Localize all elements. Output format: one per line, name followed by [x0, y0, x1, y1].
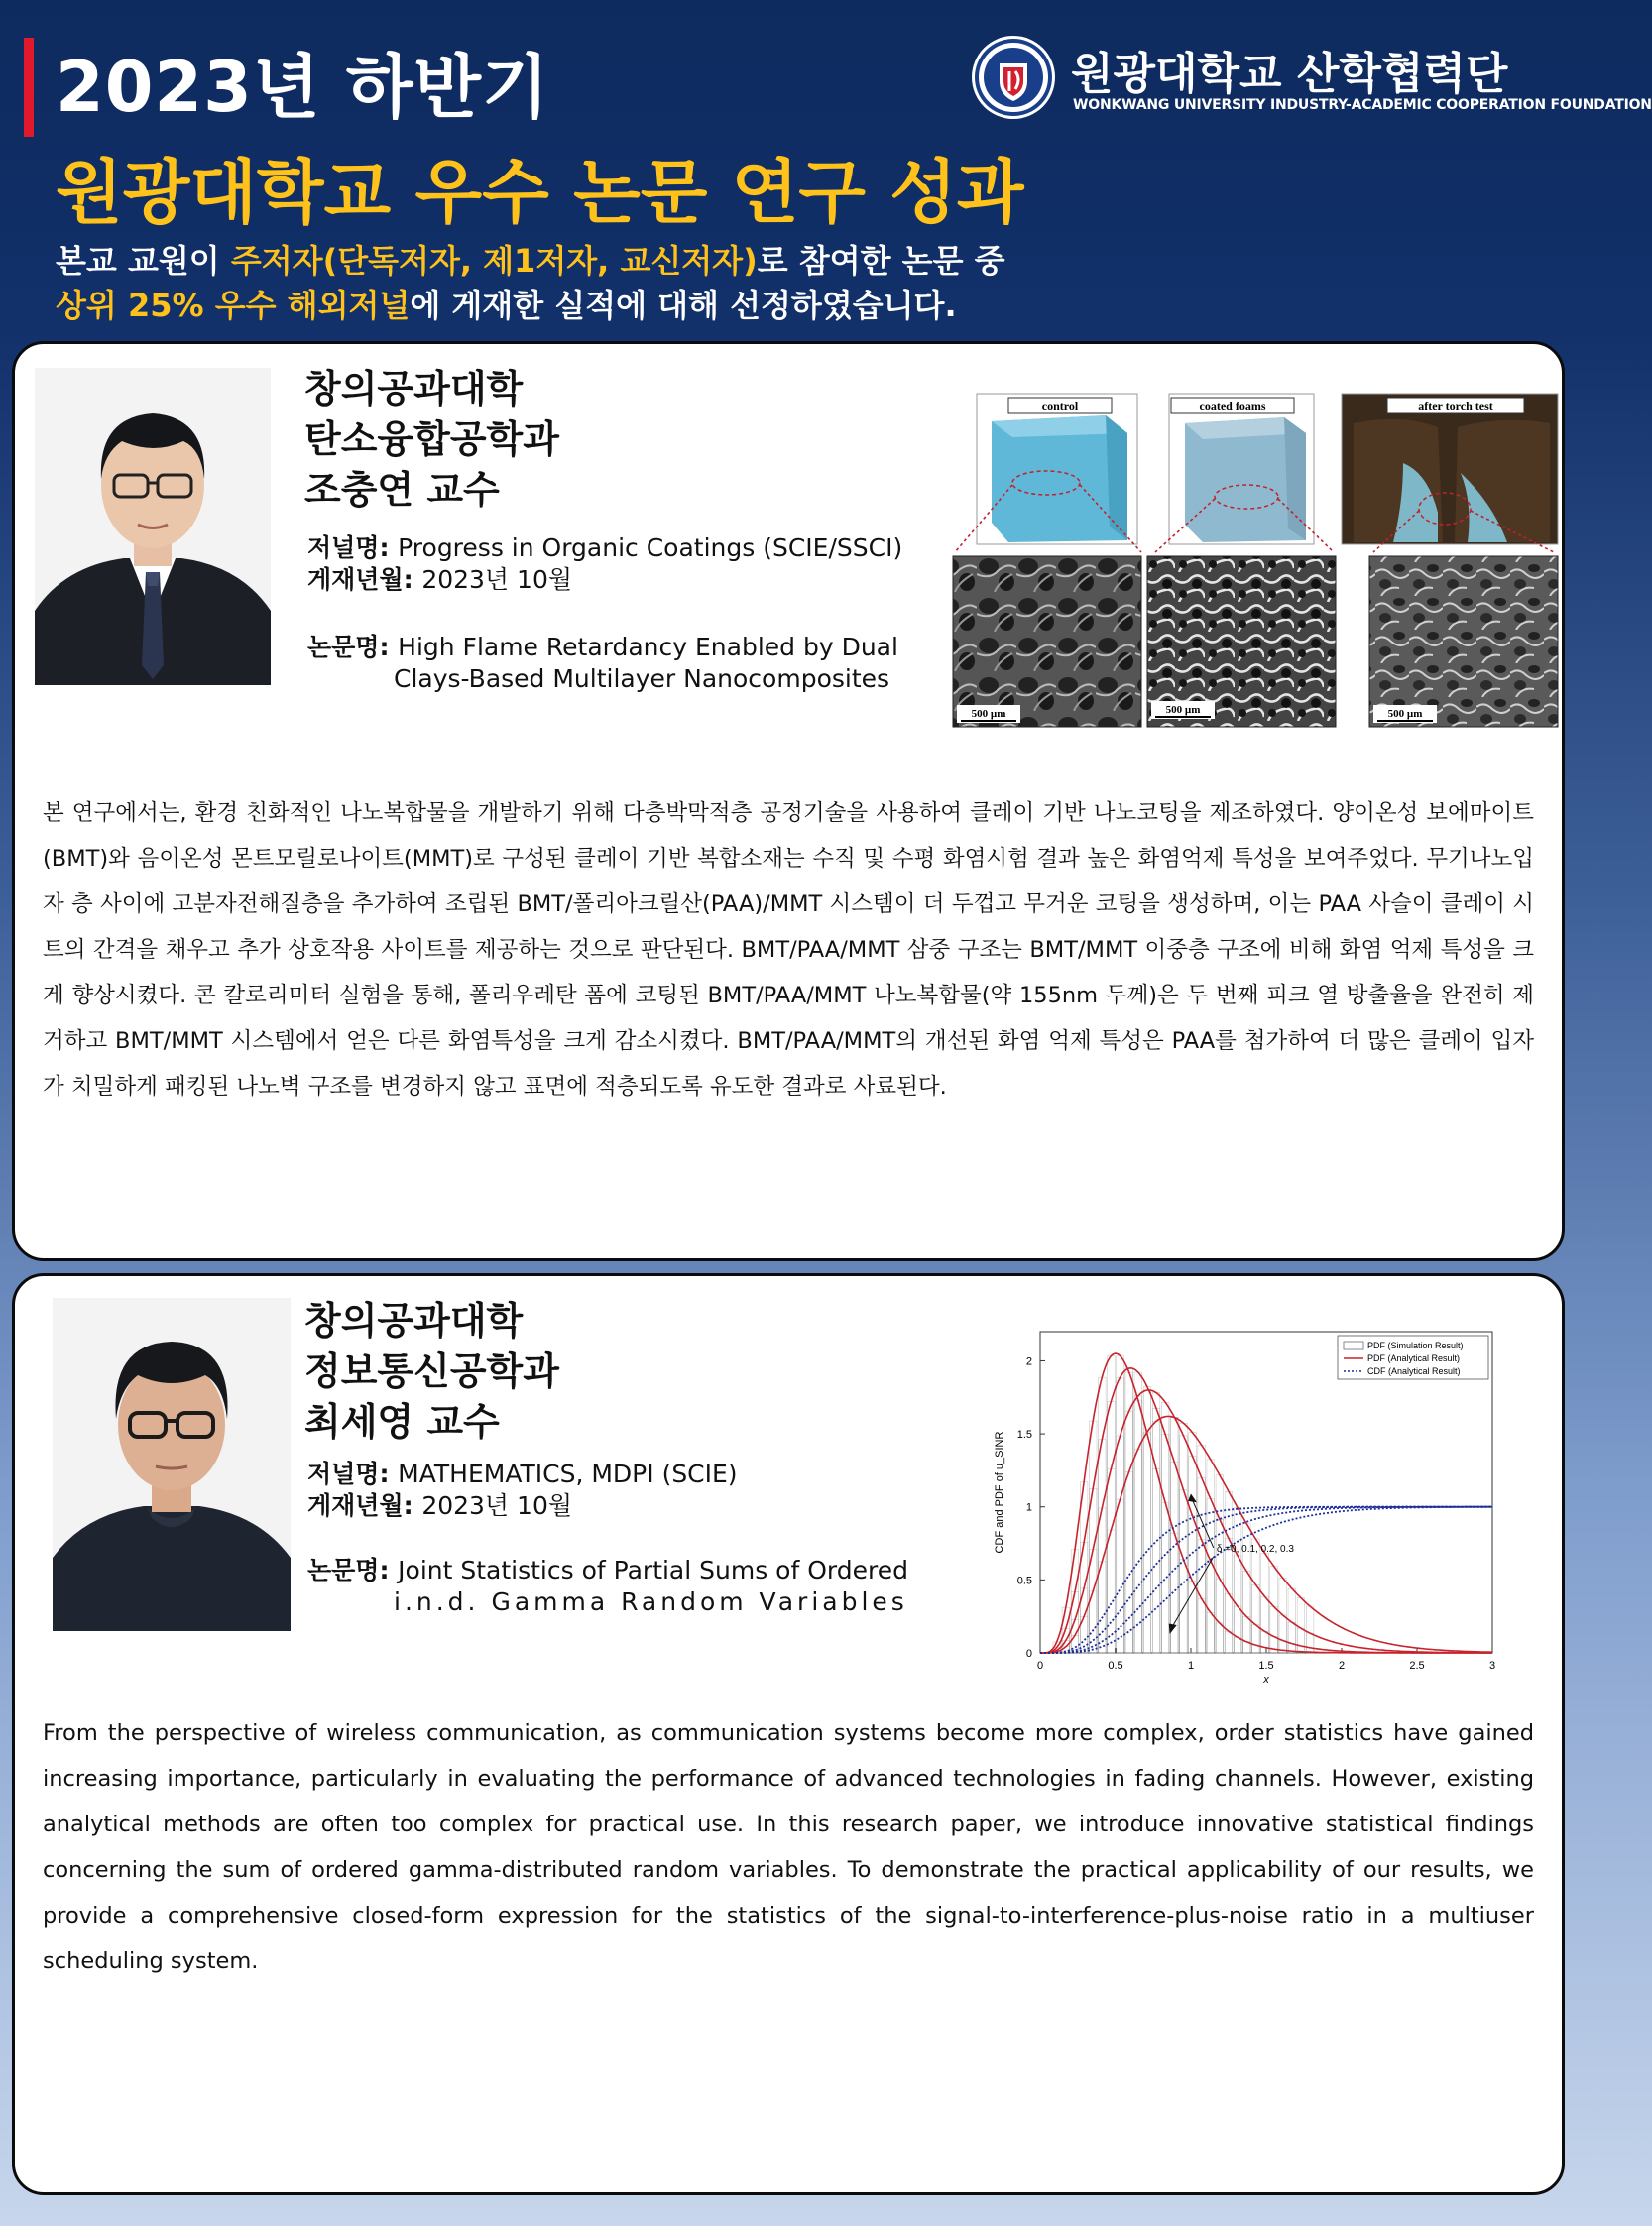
professor-name: 최세영 교수 [304, 1400, 500, 1444]
department-name: 정보통신공학과 [304, 1349, 559, 1393]
y-tick-label: 1.5 [1016, 1429, 1032, 1442]
journal-meta: 저널명: MATHEMATICS, MDPI (SCIE) 게재년월: 2023년 10월 [307, 1460, 738, 1520]
accent-bar [24, 38, 34, 137]
x-tick-label: 0 [1036, 1660, 1044, 1672]
poster-title-line1: 2023년 하반기 [56, 47, 550, 128]
legend-label: CDF (Analytical Result) [1367, 1366, 1461, 1376]
legend-label: PDF (Simulation Result) [1367, 1341, 1464, 1350]
scale-bar-label: 500 µm [971, 708, 1006, 720]
figure-label-after-torch-test: after torch test [1418, 399, 1493, 412]
college-name: 창의공과대학 [304, 367, 524, 410]
intro-line2: 상위 25% 우수 해외저널에 게재한 실적에 대해 선정하였습니다. [56, 287, 957, 324]
professor-photo [53, 1298, 291, 1631]
x-tick-label: 1.5 [1258, 1660, 1274, 1672]
professor-portrait-icon [53, 1298, 291, 1631]
paper-abstract: 본 연구에서는, 환경 친화적인 나노복합물을 개발하기 위해 다층박막적층 공정기술을 사용하여 클레이 기반 나노코팅을 제조하였다. 양이온성 보에마이트(BMT)와 음이온성 몬트모릴로나이트(MMT)로 구성된 클레이 기반 복합소재는 수직 및 수평 화염시험 결과 높은 화염억제 특성을 보여주었다. 무기나노입자 층 사이에 고분자전해질층을 추가하여 조립된 BMT/폴리아크릴산(PAA)/MMT 시스템이 더 두껍고 무거운 코팅을 생성하며, 이는 PAA 사슬이 클레이 시트의 간격을 채우고 추가 상호작용 사이트를 제공하는 것으로 판단된다. BMT/PAA/MMT 삼중 구조는 BMT/MMT 이중층 구조에 비해 화염 억제 특성을 크게 향상시켰다. 콘 칼로리미터 실험을 통해, 폴리우레탄 폼에 코팅된 BMT/PAA/MMT 나노복합물(약 155nm 두께)은 두 번째 피크 열 방출율을 완전히 제거하고 BMT/MMT 시스템에서 얻은 다른 화염특성을 크게 감소시켰다. BMT/PAA/MMT의 개선된 화염 억제 특성은 PAA를 첨가하여 더 많은 클레이 입자가 치밀하게 패킹된 나노벽 구조를 변경하지 않고 표면에 적층되도록 유도한 결과로 사료된다. [43, 800, 1534, 1100]
plot-area [1040, 1332, 1492, 1653]
chart-annotation: δ =0, 0.1, 0.2, 0.3 [1216, 1543, 1294, 1555]
y-axis-label: CDF and PDF of u_SINR [994, 1431, 1005, 1554]
poster-title-line2: 원광대학교 우수 논문 연구 성과 [56, 152, 1024, 233]
logo-name-english: WONKWANG UNIVERSITY INDUSTRY-ACADEMIC COOPERATION FOUNDATION [1073, 97, 1652, 113]
paper-card-2 [12, 1273, 1565, 2195]
paper-card-1 [12, 341, 1565, 1261]
y-tick-label: 0.5 [1016, 1575, 1032, 1587]
university-logo [970, 32, 1652, 121]
x-tick-label: 2.5 [1409, 1660, 1425, 1672]
legend-label: PDF (Analytical Result) [1367, 1353, 1461, 1363]
paper-title: 논문명: Joint Statistics of Partial Sums of Ordered i.n.d. Gamma Random Variables [307, 1556, 908, 1616]
y-tick-label: 1 [1025, 1501, 1032, 1514]
y-tick-label: 0 [1025, 1648, 1032, 1660]
y-tick-label: 2 [1025, 1355, 1032, 1368]
professor-info [304, 1296, 559, 1448]
department-name: 탄소융합공학과 [304, 417, 559, 461]
university-emblem-icon [970, 34, 1057, 121]
foam-sem-figure [937, 394, 1560, 731]
poster-header [0, 0, 1652, 337]
logo-name-korean: 원광대학교 산학협력단 [1071, 49, 1508, 99]
figure-label-coated-foams: coated foams [1199, 399, 1266, 412]
paper-title: 논문명: High Flame Retardancy Enabled by Dual Clays-Based Multilayer Nanocomposites [307, 633, 898, 693]
publication-date: 2023년 10월 [421, 1491, 572, 1520]
scale-bar-label: 500 µm [1387, 708, 1423, 720]
journal-name: MATHEMATICS, MDPI (SCIE) [398, 1460, 738, 1488]
figure-label-control: control [1041, 399, 1079, 412]
intro-line1: 본교 교원이 주저자(단독저자, 제1저자, 교신저자)로 참여한 논문 중 [56, 242, 1005, 280]
publication-date: 2023년 10월 [421, 565, 572, 594]
professor-portrait-icon [35, 368, 271, 685]
college-name: 창의공과대학 [304, 1299, 524, 1343]
scale-bar-label: 500 µm [1165, 704, 1201, 716]
x-axis-label: x [1263, 1674, 1269, 1686]
professor-photo [35, 368, 271, 685]
paper-abstract: From the perspective of wireless communication, as communication systems become more complex, order statistics have gained increasing importance, particularly in evaluating the performance of advanced technologies in fading channels. However, existing analytical methods are often too complex for practical use. In this research paper, we introduce innovative statistical findings concerning the sum of ordered gamma-distributed random variables. To demonstrate the practical applicability of our results, we provide a comprehensive closed-form expression for the statistics of the signal-to-interference-plus-noise ratio in a multiuser scheduling system. [43, 1720, 1534, 1974]
x-tick-label: 3 [1488, 1660, 1496, 1672]
journal-name: Progress in Organic Coatings (SCIE/SSCI) [398, 533, 903, 562]
professor-info [304, 364, 559, 516]
journal-meta: 저널명: Progress in Organic Coatings (SCIE/SSCI) 게재년월: 2023년 10월 [307, 533, 903, 594]
x-tick-label: 0.5 [1108, 1660, 1123, 1672]
professor-name: 조충연 교수 [304, 468, 500, 512]
statistics-chart [987, 1318, 1502, 1714]
x-tick-label: 2 [1338, 1660, 1346, 1672]
x-tick-label: 1 [1187, 1660, 1195, 1672]
